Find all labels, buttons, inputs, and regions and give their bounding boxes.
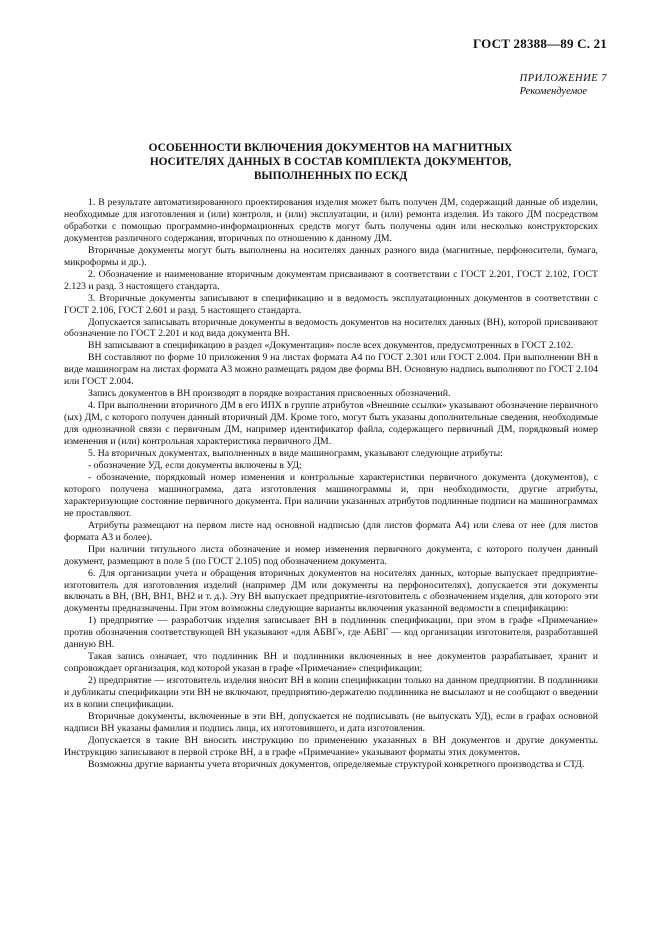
paragraph: - обозначение УД, если документы включены в УД; <box>88 459 302 471</box>
paragraph: Вторичные документы, включенные в эти ВН, допускается не подписывать (не выпускать УД), если в графах основной надписи ВН указаны фамилия и подпись лица, их изготовившего, и дата изготовления. <box>64 710 598 734</box>
title-line: ВЫПОЛНЕННЫХ ПО ЕСКД <box>253 170 408 182</box>
paragraph: 1. В результате автоматизированного проектирования изделия может быть получен ДМ, содержащий данные об изделии, необходимые для изготовления и (или) контроля, и (или) эксплуатации, и (или) ремонта изделия. Из такого ДМ посредством обработки с помощью программно-информационных средств могут быть получены один или несколько конструкторских документов различного содержания, вторичных по отношению к данному ДМ. <box>64 197 598 244</box>
paragraph: 3. Вторичные документы записывают в спецификацию и в ведомость эксплуатационных документов в соответствии с ГОСТ 2.106, ГОСТ 2.601 и разд. 5 настоящего стандарта. <box>64 292 598 316</box>
paragraph: При наличии титульного листа обозначение и номер изменения первичного документа, с которого получен данный документ, размещают в поле 5 (по ГОСТ 2.105) под обозначением документа. <box>64 543 598 567</box>
paragraph: ВН записывают в спецификацию в раздел «Документация» после всех документов, предусмотренных в ГОСТ 2.102. <box>88 340 574 352</box>
paragraph: 2. Обозначение и наименование вторичным документам присваивают в соответствии с ГОСТ 2.201, ГОСТ 2.102, ГОСТ 2.123 и разд. 3 настоящего стандарта. <box>64 268 598 292</box>
paragraph: Допускается записывать вторичные документы в ведомость документов на носителях данных (ВН), которой присваивают обозначение по ГОСТ 2.201 и код вида документа ВН. <box>64 316 598 340</box>
paragraph: Запись документов в ВН производят в порядке возрастания присвоенных обозначений. <box>88 388 451 400</box>
appendix-status: Рекомендуемое <box>519 86 588 97</box>
paragraph: ВН составляют по форме 10 приложения 9 на листах формата А4 по ГОСТ 2.301 или ГОСТ 2.004. При выполнении ВН в виде машинограм на листах формата А3 можно размещать рядом две формы ВН. Основную надпись выполняют по ГОСТ 2.104 или ГОСТ 2.004. <box>64 352 598 388</box>
paragraph: Вторичные документы могут быть выполнены на носителях данных разного вида (магнитные, перфоносители, бумага, микроформы и др.). <box>64 244 598 268</box>
paragraph: 1) предприятие — разработчик изделия записывает ВН в подлинник спецификации, при этом в графе «Примечание» против обозначения соответствующей ВН указывают «для АБВГ», где АБВГ — код организации изготовителя, разработавшей данную ВН. <box>64 615 598 651</box>
paragraph: Возможны другие варианты учета вторичных документов, определяемые структурой конкретного производства и СТД. <box>88 758 585 770</box>
paragraph: Атрибуты размещают на первом листе над основной надписью (для листов формата А4) или слева от нее (для листов формата А3 и более). <box>64 519 598 543</box>
paragraph: - обозначение, порядковый номер изменения и контрольные характеристики первичного документа (документов), с которого получена машинограмма, дата изготовления машинограммы и, при необходимости, другие атрибуты, характеризующие состояние первичного документа. При наличии указанных атрибутов подлинные подписи на машинограммах не проставляют. <box>64 471 598 519</box>
appendix-number: ПРИЛОЖЕНИЕ 7 <box>519 73 607 84</box>
paragraph: Такая запись означает, что подлинник ВН и подлинники включенных в нее документов разрабатывает, хранит и сопровождает организация, код которой указан в графе «Примечание» спецификации; <box>64 651 598 675</box>
title-line: ОСОБЕННОСТИ ВКЛЮЧЕНИЯ ДОКУМЕНТОВ НА МАГНИТНЫХ <box>148 142 513 154</box>
paragraph: 5. На вторичных документах, выполненных в виде машинограмм, указывают следующие атрибуты: <box>88 448 503 460</box>
paragraph: 6. Для организации учета и обращения вторичных документов на носителях данных, которые выпускает предприятие-изготовитель для изготовления изделий (например ДМ или документы на перфоносителях), допускается эти документы включать в ВН, (ВН, ВН1, ВН2 и т. д.). Эту ВН выпускает предприятие-изготовитель с обозначением изделия, для которого эти документы предназначены. При этом возможны следующие варианты включения указанной ведомости в спецификацию: <box>64 567 598 615</box>
appendix-label-block <box>520 72 607 98</box>
section-title <box>100 141 561 183</box>
title-line: НОСИТЕЛЯХ ДАННЫХ В СОСТАВ КОМПЛЕКТА ДОКУМЕНТОВ, <box>149 156 512 168</box>
paragraph: Допускается в такие ВН вносить инструкцию по применению указанных в ВН документов и другие документы. Инструкцию записывают в первой строке ВН, а в графе «Примечание» указывают форматы этих документов. <box>64 734 598 758</box>
body-text <box>64 197 598 771</box>
page-header: ГОСТ 28388—89 С. 21 <box>473 36 607 51</box>
paragraph: 2) предприятие — изготовитель изделия вносит ВН в копии спецификации только на данном предприятии. В подлинники и дубликаты спецификации эти ВН не включают, предприятию-держателю подлинника не высылают и не сообщают о введении их в копии спецификации. <box>64 675 598 711</box>
paragraph: 4. При выполнении вторичного ДМ в его ИПХ в группе атрибутов «Внешние ссылки» указывают обозначение первичного (ых) ДМ, с которого получен данный вторичный ДМ. Кроме того, могут быть указаны дополнительные сведения, необходимые для однозначной связи с первичным ДМ, например идентификатор файла, содержащего первичный ДМ, порядковый номер изменения и (или) контрольная характеристика первичного ДМ. <box>64 400 598 448</box>
